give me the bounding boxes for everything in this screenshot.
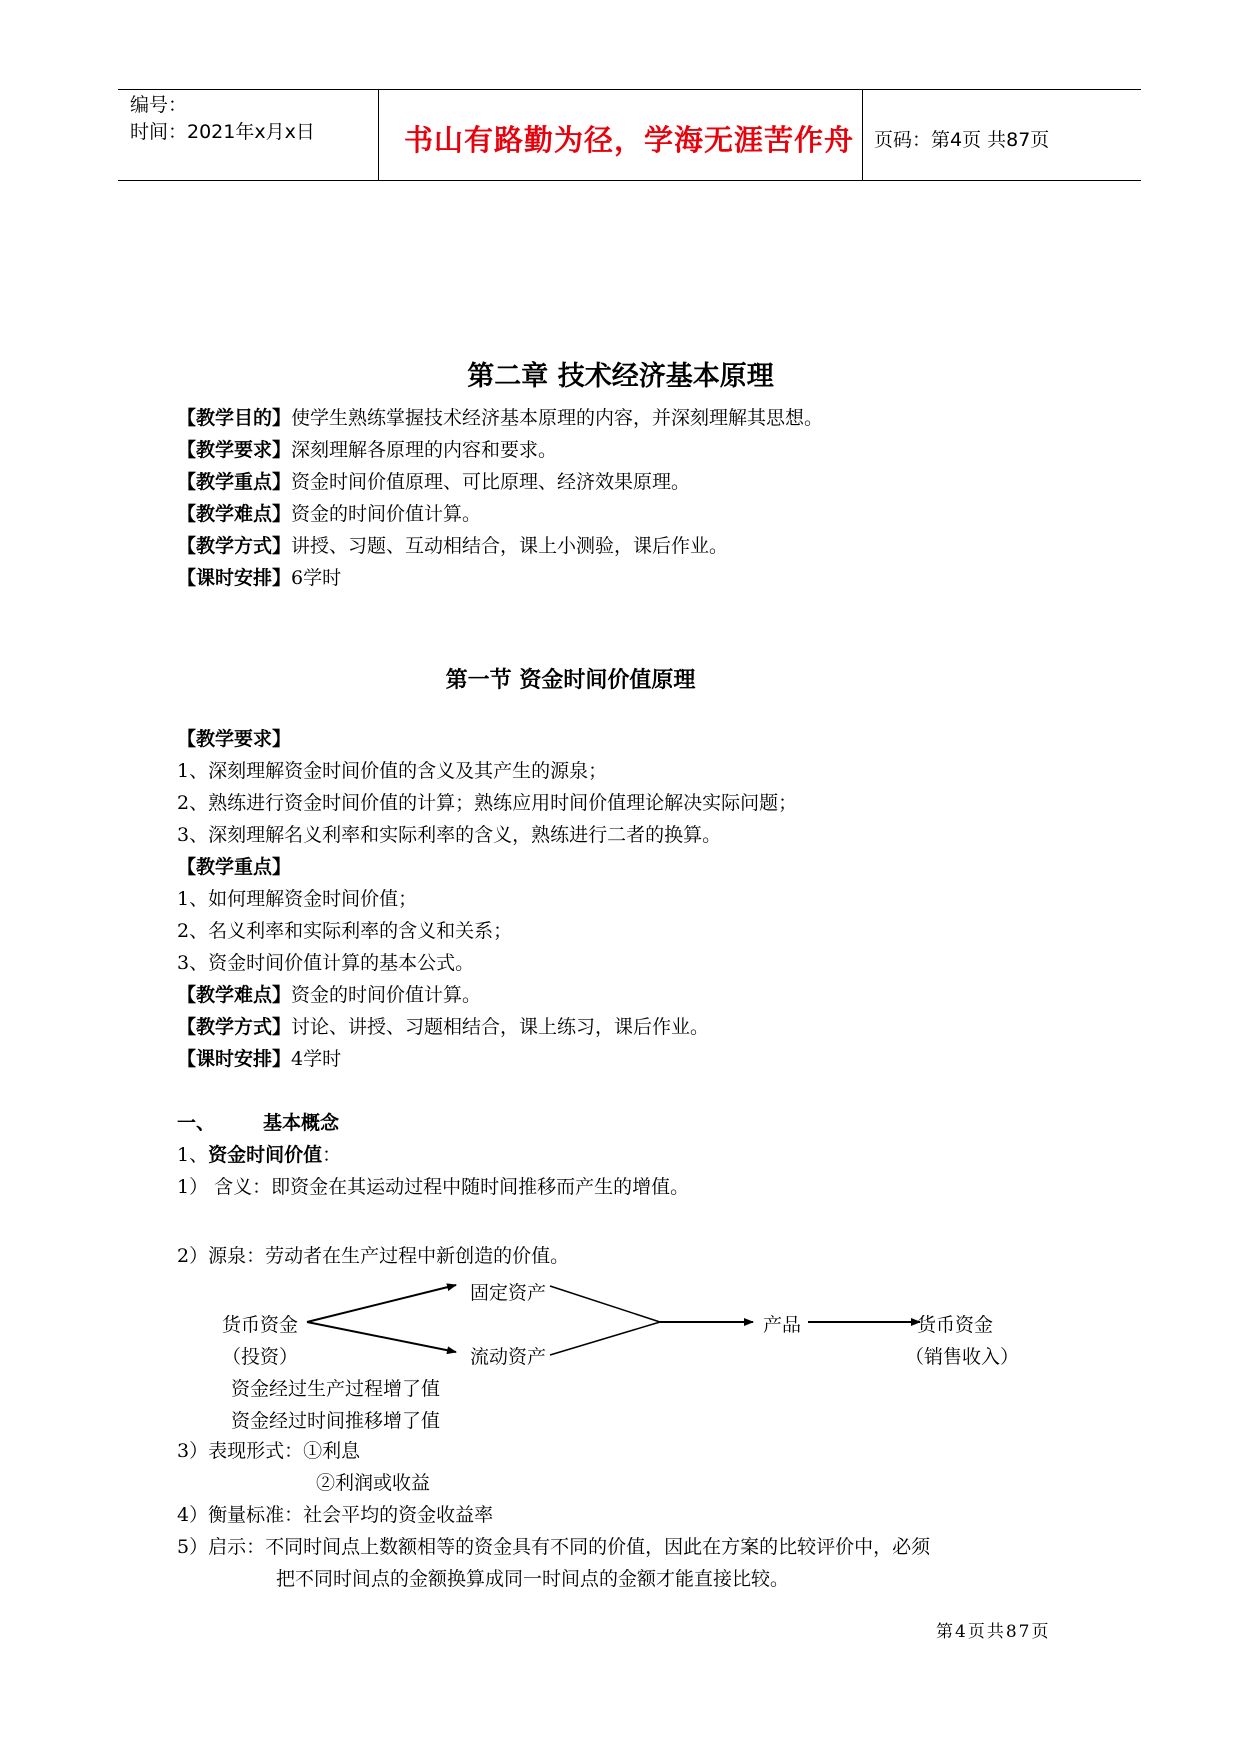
meta-text: 深刻理解各原理的内容和要求。 (291, 439, 558, 461)
node-monetary-funds: 货币资金 (222, 1314, 299, 1336)
header-divider-right (862, 89, 863, 181)
page-footer: 第4页共87页 (936, 1622, 1051, 1642)
meta-label: 【教学重点】 (177, 471, 292, 493)
header-bottom-rule (118, 180, 1141, 181)
concept-standard: 4）衡量标准：社会平均的资金收益率 (177, 1504, 494, 1526)
meta-text: 4学时 (291, 1048, 342, 1070)
meta-text: 使学生熟练掌握技术经济基本原理的内容，并深刻理解其思想。 (291, 407, 824, 429)
chapter-meta-hours (177, 565, 341, 591)
node-product: 产品 (763, 1314, 802, 1336)
header-time-label: 时间：2021年x月x日 (130, 121, 315, 143)
chapter-title: 第二章 技术经济基本原理 (467, 361, 774, 392)
meta-label: 【课时安排】 (177, 567, 292, 589)
current-assets-to-merge (550, 1322, 660, 1355)
diagram-note-time: 资金经过时间推移增了值 (231, 1410, 441, 1432)
meta-text: 资金时间价值原理、可比原理、经济效果原理。 (291, 471, 691, 493)
node-investment: （投资） (222, 1346, 299, 1368)
arrow-to-fixed-assets (307, 1285, 456, 1322)
arrow-to-current-assets (307, 1322, 456, 1352)
section-meta-hours (177, 1046, 341, 1072)
section-key-item: 2、名义利率和实际利率的含义和关系； (177, 920, 513, 942)
concept-name: 资金时间价值 (208, 1144, 323, 1166)
meta-label: 【教学方式】 (177, 1016, 292, 1038)
concept-source: 2）源泉：劳动者在生产过程中新创造的价值。 (177, 1245, 570, 1267)
concept-number: 1、 (177, 1144, 209, 1166)
concept-forms-profit: ②利润或收益 (316, 1472, 431, 1494)
meta-label: 【教学方式】 (177, 535, 292, 557)
meta-text: 资金的时间价值计算。 (291, 503, 482, 525)
section-key-item: 3、资金时间价值计算的基本公式。 (177, 952, 475, 974)
concept-insight-line2: 把不同时间点的金额换算成同一时间点的金额才能直接比较。 (276, 1568, 790, 1590)
concept-title (177, 1142, 341, 1168)
header-divider-left (378, 89, 379, 181)
concept-forms-interest: 3）表现形式：①利息 (177, 1440, 361, 1462)
part-one-title: 基本概念 (263, 1112, 340, 1134)
node-current-assets: 流动资产 (470, 1346, 547, 1368)
section-meta-method (177, 1014, 709, 1040)
node-fixed-assets: 固定资产 (470, 1282, 547, 1304)
section-title: 第一节 资金时间价值原理 (445, 667, 696, 693)
meta-label: 【教学目的】 (177, 407, 292, 429)
chapter-meta-purpose (177, 405, 823, 431)
node-sales-income: （销售收入） (905, 1346, 1020, 1368)
part-one-number: 一、 (177, 1112, 216, 1134)
chapter-meta-difficulty (177, 501, 481, 527)
meta-text: 讨论、讲授、习题相结合，课上练习，课后作业。 (291, 1016, 710, 1038)
fixed-assets-to-merge (550, 1286, 660, 1322)
meta-text: 资金的时间价值计算。 (291, 984, 482, 1006)
chapter-meta-method (177, 533, 728, 559)
section-key-item: 1、如何理解资金时间价值； (177, 888, 418, 910)
meta-text: 6学时 (291, 567, 342, 589)
chapter-meta-requirement (177, 437, 557, 463)
header-top-rule (118, 89, 1141, 90)
chapter-meta-key-points (177, 469, 690, 495)
meta-label: 【教学难点】 (177, 984, 292, 1006)
header-number-label: 编号： (130, 94, 188, 116)
node-monetary-funds-end: 货币资金 (917, 1314, 994, 1336)
meta-label: 【教学要求】 (177, 439, 292, 461)
section-req-item: 2、熟练进行资金时间价值的计算；熟练应用时间价值理论解决实际问题； (177, 792, 798, 814)
section-meta-difficulty (177, 982, 481, 1008)
concept-insight-line1: 5）启示：不同时间点上数额相等的资金具有不同的价值，因此在方案的比较评价中，必须 (177, 1536, 931, 1558)
meta-label: 【课时安排】 (177, 1048, 292, 1070)
header-motto: 书山有路勤为径，学海无涯苦作舟 (404, 123, 855, 157)
concept-colon: ： (322, 1144, 342, 1166)
meta-label: 【教学难点】 (177, 503, 292, 525)
section-key-label: 【教学重点】 (177, 856, 292, 878)
section-req-item: 3、深刻理解名义利率和实际利率的含义，熟练进行二者的换算。 (177, 824, 722, 846)
section-req-label: 【教学要求】 (177, 728, 292, 750)
concept-meaning: 1） 含义：即资金在其运动过程中随时间推移而产生的增值。 (177, 1176, 690, 1198)
meta-text: 讲授、习题、互动相结合，课上小测验，课后作业。 (291, 535, 729, 557)
diagram-note-production: 资金经过生产过程增了值 (231, 1378, 441, 1400)
header-page-info: 页码：第4页 共87页 (874, 129, 1050, 151)
section-req-item: 1、深刻理解资金时间价值的含义及其产生的源泉； (177, 760, 608, 782)
